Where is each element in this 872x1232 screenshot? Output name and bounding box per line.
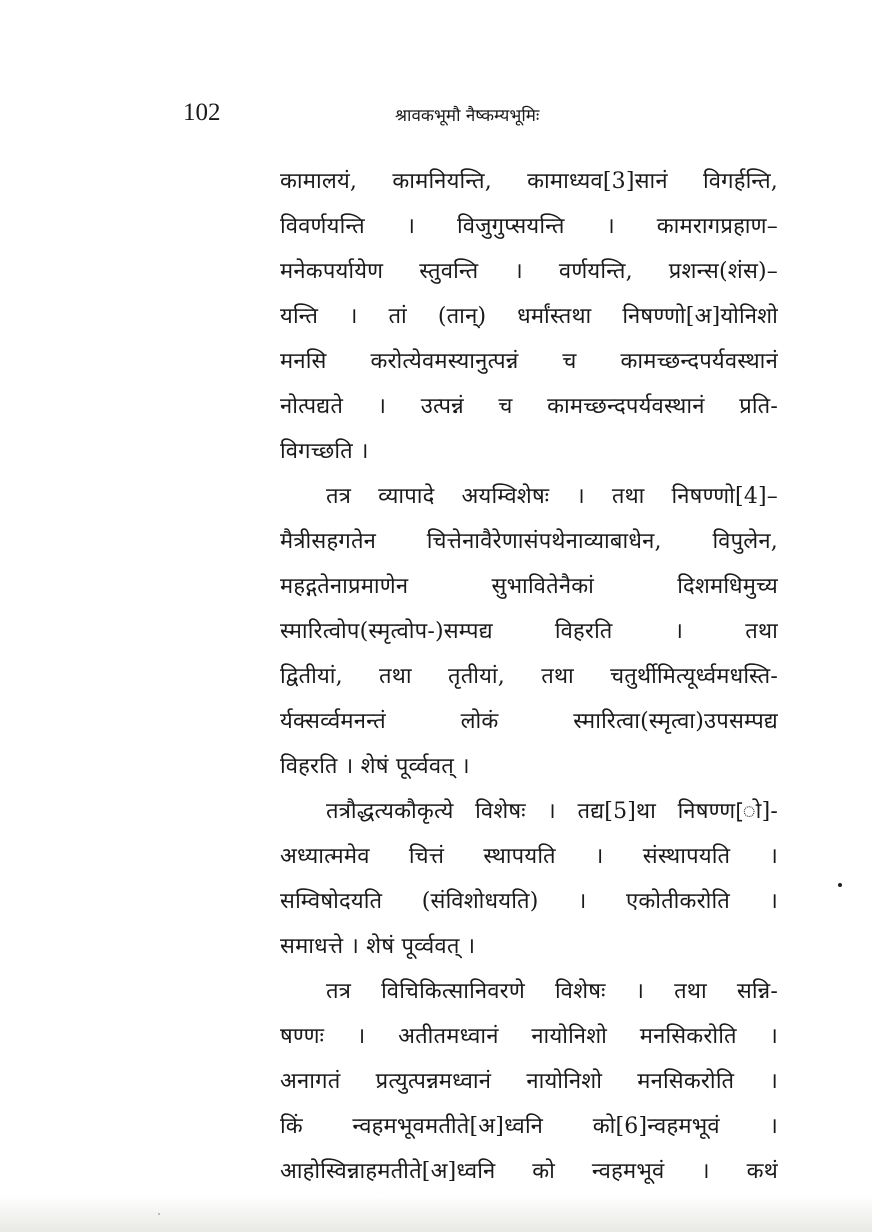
text-line: स्मारित्वोप(स्मृत्वोप-)सम्पद्य विहरति । तथा bbox=[280, 619, 778, 644]
text-line: विवर्णयन्ति । विजुगुप्सयन्ति । कामरागप्रहाण– bbox=[280, 214, 778, 239]
page-bottom-edge bbox=[0, 1196, 872, 1232]
text-line: अनागतं प्रत्युत्पन्नमध्वानं नायोनिशो मनसिकरोति । bbox=[280, 1069, 778, 1094]
paragraph-3 bbox=[280, 789, 778, 969]
page-body bbox=[280, 159, 778, 1194]
text-line: किं न्वहमभूवमतीते[अ]ध्वनि को[6]न्वहमभूवं । bbox=[280, 1114, 778, 1139]
text-line: मनेकपर्यायेण स्तुवन्ति । वर्णयन्ति, प्रशन्स(शंस)– bbox=[280, 259, 778, 284]
text-line: समाधत्ते । शेषं पूर्व्ववत् । bbox=[280, 934, 476, 959]
ink-speck bbox=[838, 883, 842, 887]
text-line: षण्णः । अतीतमध्वानं नायोनिशो मनसिकरोति । bbox=[280, 1024, 778, 1049]
paragraph-1 bbox=[280, 159, 778, 474]
text-line: तत्रौद्धत्यकौकृत्ये विशेषः । तद्य[5]था निषण्ण[ो]- bbox=[326, 799, 778, 824]
paragraph-4 bbox=[280, 969, 778, 1194]
text-line: कामालयं, कामनियन्ति, कामाध्यव[3]सानं विगर्हन्ति, bbox=[280, 169, 778, 194]
paragraph-2 bbox=[280, 474, 778, 789]
text-line: विगच्छति । bbox=[280, 439, 369, 464]
text-line: विहरति । शेषं पूर्व्ववत् । bbox=[280, 754, 470, 779]
ink-speck bbox=[158, 1213, 160, 1215]
text-line: आहोस्विन्नाहमतीते[अ]ध्वनि को न्वहमभूवं । कथं bbox=[280, 1159, 778, 1184]
text-line: महद्गतेनाप्रमाणेन सुभावितेनैकां दिशमधिमुच्य bbox=[280, 574, 778, 599]
text-line: द्वितीयां, तथा तृतीयां, तथा चतुर्थीमित्यूर्ध्वमधस्ति- bbox=[280, 664, 778, 689]
text-line: मैत्रीसहगतेन चित्तेनावैरेणासंपथेनाव्याबाधेन, विपुलेन, bbox=[280, 529, 778, 554]
text-line: अध्यात्ममेव चित्तं स्थापयति । संस्थापयति । bbox=[280, 844, 778, 869]
running-title: श्रावकभूमौ नैष्कम्यभूमिः bbox=[395, 106, 540, 126]
text-line: र्यक्सर्व्वमनन्तं लोकं स्मारित्वा(स्मृत्वा)उपसम्पद्य bbox=[280, 709, 778, 734]
text-line: नोत्पद्यते । उत्पन्नं च कामच्छन्दपर्यवस्थानं प्रति- bbox=[280, 394, 778, 419]
text-line: यन्ति । तां (तान्) धर्मांस्तथा निषण्णो[अ]योनिशो bbox=[280, 304, 778, 329]
text-line: तत्र विचिकित्सानिवरणे विशेषः । तथा सन्नि- bbox=[326, 979, 778, 1004]
page-number: 102 bbox=[183, 99, 221, 126]
text-line: तत्र व्यापादे अयम्विशेषः । तथा निषण्णो[4]– bbox=[326, 484, 778, 509]
text-line: मनसि करोत्येवमस्यानुत्पन्नं च कामच्छन्दपर्यवस्थानं bbox=[280, 349, 778, 374]
text-line: सम्विषोदयति (संविशोधयति) । एकोतीकरोति । bbox=[280, 889, 778, 914]
